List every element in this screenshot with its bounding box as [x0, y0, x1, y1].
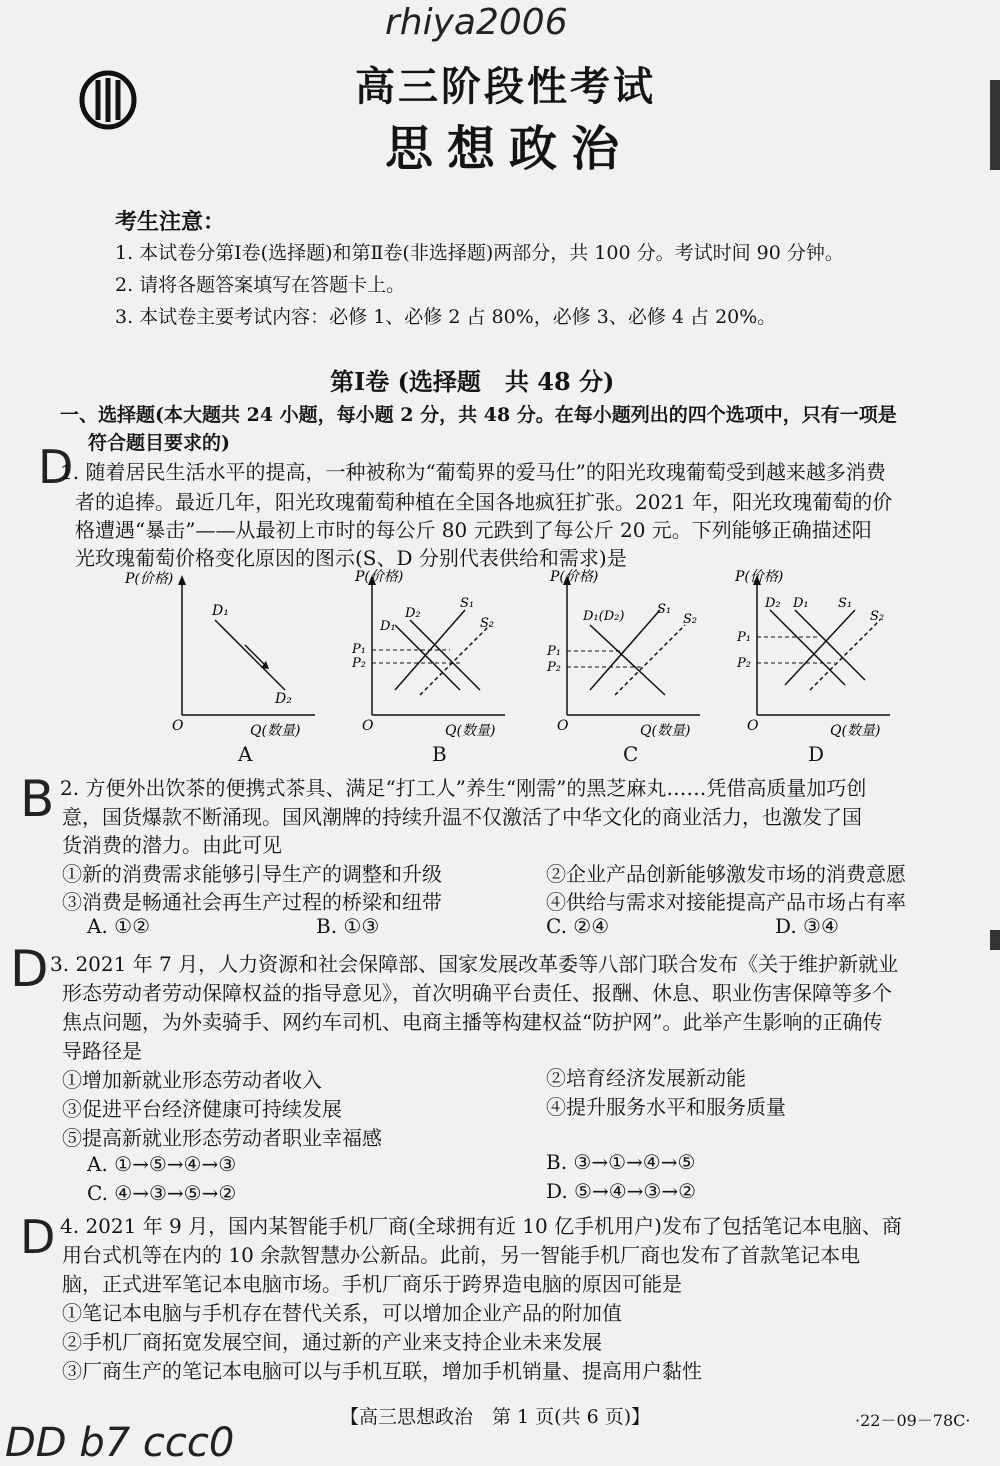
question-3-statement: ②培育经济发展新动能 — [546, 1066, 746, 1090]
question-3-option-a: A. ①→⑤→④→③ — [87, 1152, 237, 1176]
question-1-text: 者的追捧。最近几年，阳光玫瑰葡萄种植在全国各地疯狂扩张。2021 年，阳光玫瑰葡萄的价 — [75, 490, 893, 514]
question-3-statement: ①增加新就业形态劳动者收入 — [62, 1068, 322, 1092]
q-axis-label: Q(数量) — [830, 723, 881, 739]
question-3-option-b: B. ③→①→④→⑤ — [546, 1150, 696, 1174]
s1-label: S₁ — [460, 596, 475, 611]
supply-demand-chart-c — [515, 565, 715, 740]
question-3-option-c: C. ④→③→⑤→② — [87, 1181, 237, 1205]
subject-title: 思想政治 — [385, 121, 634, 177]
handwritten-note-bottom: DD b7 ccc0 — [5, 1420, 235, 1466]
question-3-text: 导路径是 — [62, 1039, 142, 1063]
s2-label: S₂ — [870, 609, 885, 624]
demand-line — [215, 620, 285, 690]
chart-option-d: D — [808, 742, 825, 766]
demand-line-d1 — [395, 625, 460, 690]
p1-label: P₁ — [737, 630, 751, 645]
supply-demand-chart-a — [120, 565, 320, 740]
exam-title: 高三阶段性考试 — [355, 63, 656, 110]
d2-label: D₂ — [405, 606, 421, 621]
demand-line-d2 — [770, 610, 845, 685]
question-2-statement: ②企业产品创新能够激发市场的消费意愿 — [546, 862, 906, 886]
section-instruction: 符合题目要求的) — [88, 432, 230, 454]
supply-demand-chart-b — [320, 565, 520, 740]
notice-item: 2. 请将各题答案填写在答题卡上。 — [115, 274, 406, 296]
q-axis-label: Q(数量) — [250, 723, 301, 739]
demand-line-d2 — [410, 620, 480, 690]
handwritten-answer-q2: B — [20, 770, 55, 828]
handwritten-answer-q3: D — [10, 940, 49, 998]
p-axis-label: P(价格) — [735, 569, 784, 585]
section-title: 第Ⅰ卷 (选择题 共 48 分) — [330, 367, 615, 396]
d2-label: D₂ — [275, 691, 292, 707]
scan-edge-mark — [990, 930, 1000, 950]
p-axis-label: P(价格) — [125, 571, 174, 587]
q-axis-label: Q(数量) — [640, 723, 691, 739]
demand-line — [590, 625, 665, 695]
supply-line-s2 — [615, 625, 685, 695]
axis-arrow-icon — [178, 575, 186, 585]
supply-line-s2 — [810, 620, 880, 690]
question-3-text: 3. 2021 年 7 月，人力资源和社会保障部、国家发展改革委等八部门联合发布《关于维护新就业 — [50, 952, 899, 976]
question-2-text: 货消费的潜力。由此可见 — [62, 833, 282, 857]
notice-title: 考生注意： — [115, 209, 226, 235]
question-1-text: 1. 随着居民生活水平的提高，一种被称为“葡萄界的爱马仕”的阳光玫瑰葡萄受到越来越多消费 — [60, 460, 886, 484]
question-2-option-a: A. ①② — [87, 914, 151, 938]
chart-option-b: B — [432, 742, 447, 766]
question-2-option-d: D. ③④ — [775, 914, 839, 938]
d1-label: D₁ — [212, 603, 229, 619]
question-2-option-b: B. ①③ — [316, 914, 380, 938]
question-3-statement: ⑤提高新就业形态劳动者职业幸福感 — [62, 1126, 382, 1150]
question-2-text: 2. 方便外出饮茶的便携式茶具、满足“打工人”养生“刚需”的黑芝麻丸……凭借高质量加巧创 — [60, 776, 867, 800]
exam-code: ·22－09－78C· — [855, 1411, 971, 1430]
school-logo — [72, 70, 144, 130]
question-3-text: 形态劳动者劳动保障权益的指导意见》，首次明确平台责任、报酬、休息、职业伤害保障等多个 — [62, 981, 892, 1005]
question-3-option-d: D. ⑤→④→③→② — [546, 1179, 697, 1203]
p1-label: P₁ — [547, 644, 561, 659]
shift-arrow-icon — [245, 645, 265, 665]
chart-option-a: A — [238, 742, 253, 766]
scan-edge-mark — [990, 80, 1000, 170]
section-instruction: 一、选择题(本大题共 24 小题，每小题 2 分，共 48 分。在每小题列出的四个选项中，只有一项是 — [60, 404, 897, 426]
question-1-text: 格遭遇“暴击”——从最初上市时的每公斤 80 元跌到了每公斤 20 元。下列能够正确描述阳 — [75, 518, 872, 542]
origin-label: O — [747, 718, 759, 734]
s1-label: S₁ — [838, 596, 853, 611]
question-4-text: 脑，正式进军笔记本电脑市场。手机厂商乐于跨界造电脑的原因可能是 — [62, 1272, 682, 1296]
question-4-text: 4. 2021 年 9 月，国内某智能手机厂商(全球拥有近 10 亿手机用户)发布了包括笔记本电脑、商 — [60, 1214, 902, 1238]
question-2-statement: ①新的消费需求能够引导生产的调整和升级 — [62, 862, 442, 886]
question-4-statement: ①笔记本电脑与手机存在替代关系，可以增加企业产品的附加值 — [62, 1301, 622, 1325]
question-2-text: 意，国货爆款不断涌现。国风潮牌的持续升温不仅激活了中华文化的商业活力，也激发了国 — [62, 805, 862, 829]
p-axis-label: P(价格) — [550, 569, 599, 585]
d1-label: D₁ — [793, 596, 809, 611]
question-4-statement: ②手机厂商拓宽发展空间，通过新的产业来支持企业未来发展 — [62, 1330, 602, 1354]
question-1-text: 光玫瑰葡萄价格变化原因的图示(S、D 分别代表供给和需求)是 — [75, 546, 627, 570]
p2-label: P₂ — [737, 656, 751, 671]
question-4-text: 用台式机等在内的 10 余款智慧办公新品。此前，另一智能手机厂商也发布了首款笔记本电 — [62, 1243, 861, 1267]
d-label: D₁(D₂) — [583, 609, 625, 624]
question-2-statement: ④供给与需求对接能提高产品市场占有率 — [546, 890, 906, 914]
s2-label: S₂ — [683, 612, 698, 627]
d1-label: D₁ — [380, 619, 396, 634]
origin-label: O — [172, 718, 184, 734]
supply-line-s1 — [785, 610, 855, 685]
question-2-statement: ③消费是畅通社会再生产过程的桥梁和纽带 — [62, 890, 442, 914]
p-axis-label: P(价格) — [355, 569, 404, 585]
p2-label: P₂ — [352, 656, 366, 671]
question-3-text: 焦点问题，为外卖骑手、网约车司机、电商主播等构建权益“防护网”。此举产生影响的正确传 — [62, 1010, 883, 1034]
page-footer: 【高三思想政治 第 1 页(共 6 页)】 — [340, 1406, 651, 1428]
supply-demand-chart-d — [705, 565, 905, 740]
question-2-option-c: C. ②④ — [546, 914, 610, 938]
chart-option-c: C — [623, 742, 639, 766]
s1-label: S₁ — [657, 602, 672, 617]
question-3-statement: ④提升服务水平和服务质量 — [546, 1095, 786, 1119]
handwritten-note-top: rhiya2006 — [385, 2, 568, 43]
notice-item: 3. 本试卷主要考试内容：必修 1、必修 2 占 80%，必修 3、必修 4 占 20%。 — [115, 306, 777, 328]
origin-label: O — [362, 718, 374, 734]
handwritten-answer-q4: D — [20, 1210, 56, 1264]
p1-label: P₁ — [352, 642, 366, 657]
s2-label: S₂ — [480, 616, 495, 631]
q-axis-label: Q(数量) — [445, 723, 496, 739]
question-3-statement: ③促进平台经济健康可持续发展 — [62, 1097, 342, 1121]
question-4-statement: ③厂商生产的笔记本电脑可以与手机互联，增加手机销量、提高用户黏性 — [62, 1359, 702, 1383]
handwritten-answer-q1: D — [38, 440, 74, 494]
origin-label: O — [557, 718, 569, 734]
notice-item: 1. 本试卷分第Ⅰ卷(选择题)和第Ⅱ卷(非选择题)两部分，共 100 分。考试时间 90 分钟。 — [115, 242, 844, 264]
d2-label: D₂ — [765, 596, 781, 611]
p2-label: P₂ — [547, 660, 561, 675]
